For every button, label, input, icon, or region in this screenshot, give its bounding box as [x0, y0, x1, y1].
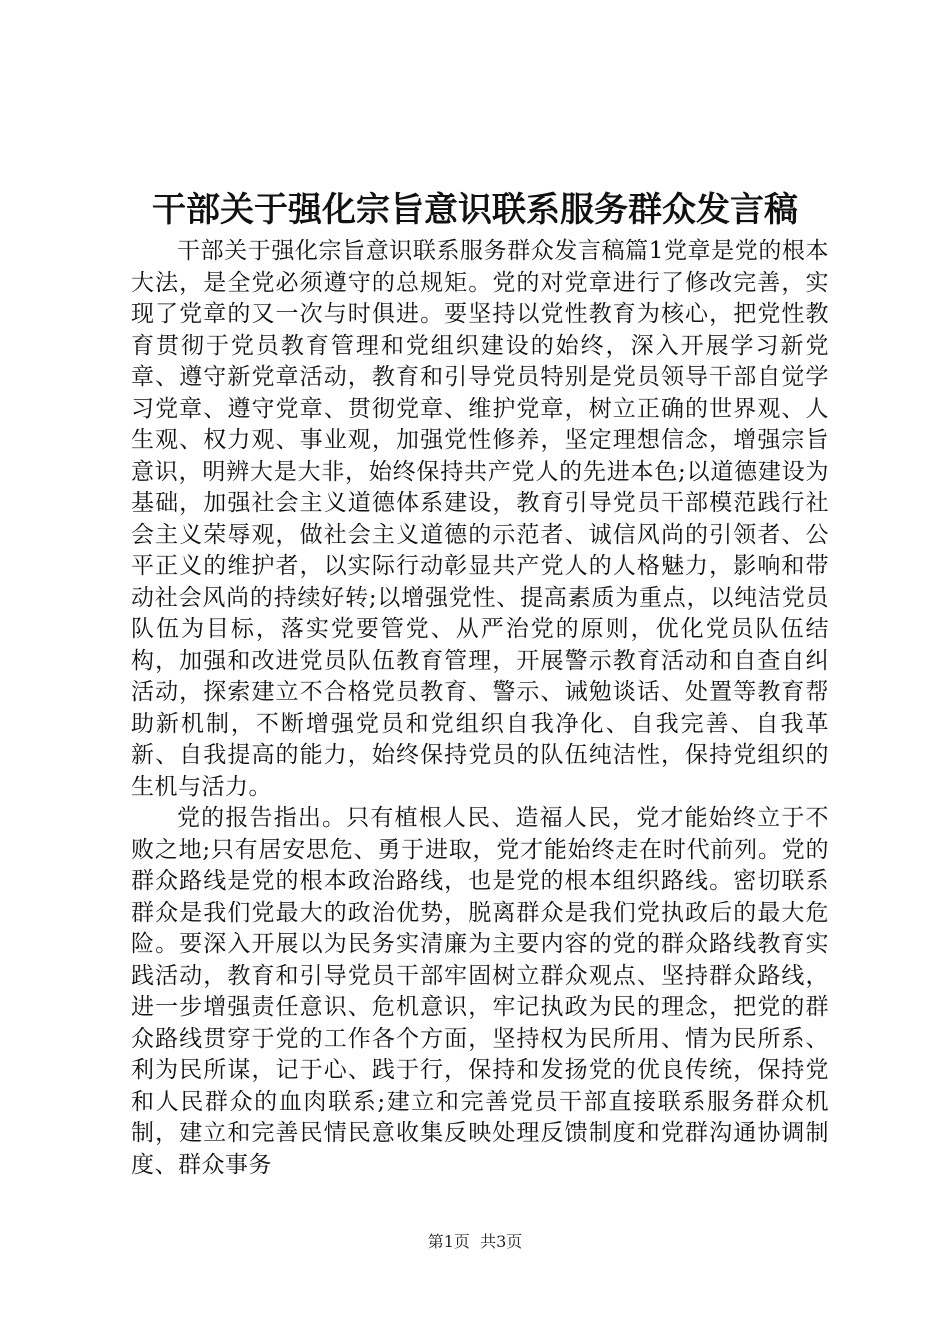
document-body — [131, 236, 829, 1181]
document-title: 干部关于强化宗旨意识联系服务群众发言稿 — [152, 190, 798, 230]
page-footer — [0, 1232, 950, 1252]
paragraph-1: 干部关于强化宗旨意识联系服务群众发言稿篇1党章是党的根本大法，是全党必须遵守的总规矩。党的对党章进行了修改完善，实现了党章的又一次与时俱进。要坚持以党性教育为核心，把党性教育贯彻于党员教育管理和党组织建设的始终，深入开展学习新党章、遵守新党章活动，教育和引导党员特别是党员领导干部自觉学习党章、遵守党章、贯彻党章、维护党章，树立正确的世界观、人生观、权力观、事业观，加强党性修养，坚定理想信念，增强宗旨意识，明辨大是大非，始终保持共产党人的先进本色;以道德建设为基础，加强社会主义道德体系建设，教育引导党员干部模范践行社会主义荣辱观，做社会主义道德的示范者、诚信风尚的引领者、公平正义的维护者，以实际行动彰显共产党人的人格魅力，影响和带动社会风尚的持续好转;以增强党性、提高素质为重点，以纯洁党员队伍为目标，落实党要管党、从严治党的原则，优化党员队伍结构，加强和改进党员队伍教育管理，开展警示教育活动和自查自纠活动，探索建立不合格党员教育、警示、诫勉谈话、处置等教育帮助新机制，不断增强党员和党组织自我净化、自我完善、自我革新、自我提高的能力，始终保持党员的队伍纯洁性，保持党组织的生机与活力。 — [131, 238, 829, 800]
page-number-label: 第1页 共3页 — [427, 1232, 523, 1251]
paragraph-2: 党的报告指出。只有植根人民、造福人民，党才能始终立于不败之地;只有居安思危、勇于进取，党才能始终走在时代前列。党的群众路线是党的根本政治路线，也是党的根本组织路线。密切联系群众是我们党最大的政治优势，脱离群众是我们党执政后的最大危险。要深入开展以为民务实清廉为主要内容的党的群众路线教育实践活动，教育和引导党员干部牢固树立群众观点、坚持群众路线，进一步增强责任意识、危机意识，牢记执政为民的理念，把党的群众路线贯穿于党的工作各个方面，坚持权为民所用、情为民所系、利为民所谋，记于心、践于行，保持和发扬党的优良传统，保持党和人民群众的血肉联系;建立和完善党员干部直接联系服务群众机制，建立和完善民情民意收集反映处理反馈制度和党群沟通协调制度、群众事务 — [131, 805, 829, 1178]
